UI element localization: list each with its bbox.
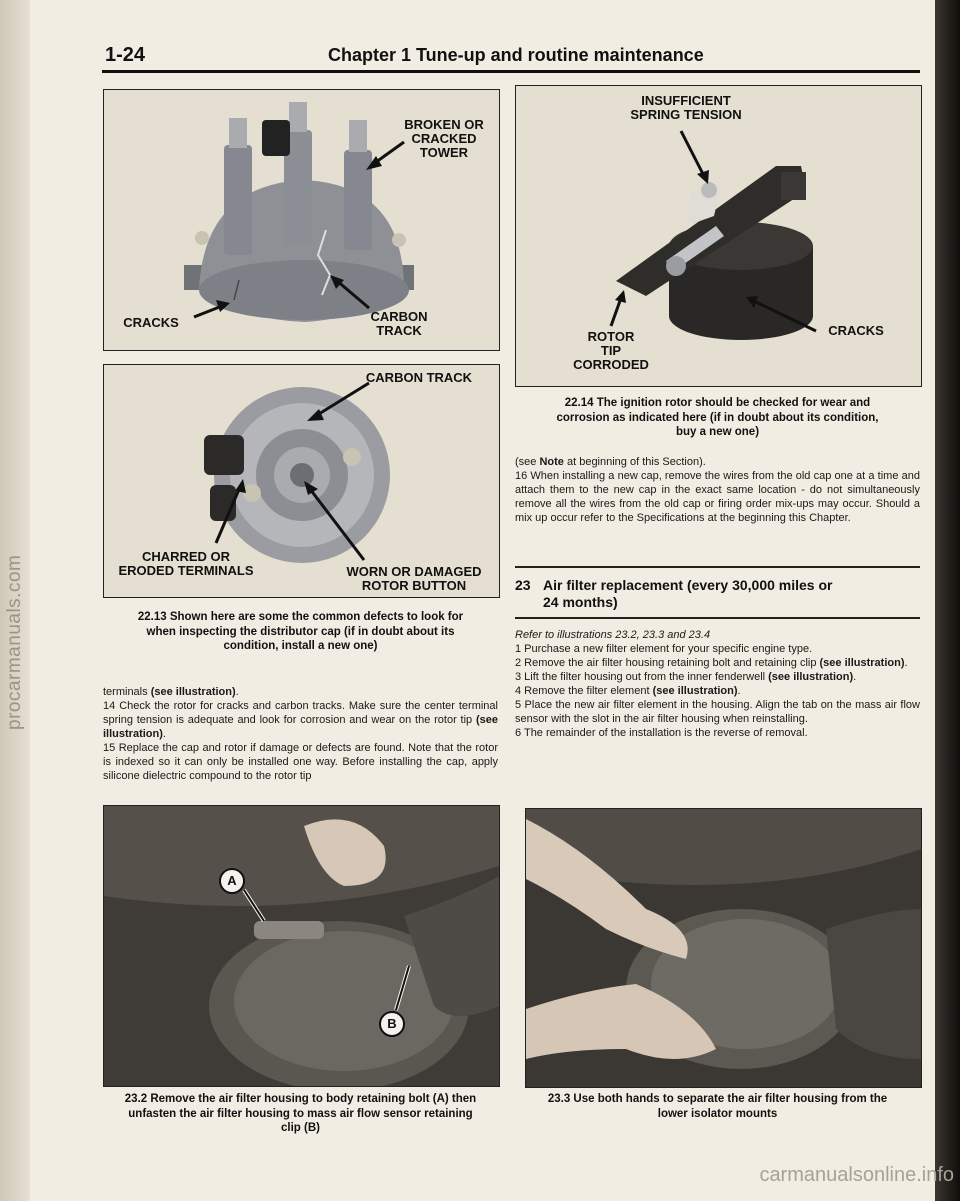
header-rule bbox=[102, 70, 920, 73]
paragraph-note: (see Note at beginning of this Section). bbox=[515, 456, 706, 468]
caption-23-3: 23.3 Use both hands to separate the air filter housing from the lower isolator mounts bbox=[547, 1093, 888, 1120]
step-2: 2 Remove the air filter housing retaining bolt and retaining clip (see illustration). bbox=[515, 657, 908, 669]
paragraph-terminals: terminals (see illustration). bbox=[103, 686, 239, 698]
figure-rotor bbox=[515, 85, 922, 387]
chapter-title: Chapter 1 Tune-up and routine maintenance bbox=[328, 45, 704, 65]
caption-22-13: 22.13 Shown here are some the common defects to look for when inspecting the distributor cap (if in doubt about its condition, install a new one) bbox=[137, 611, 464, 652]
paragraph-15: 15 Replace the cap and rotor if damage or defects are found. Note that the rotor is indexed so it can only be installed one way. Before installing the cap, apply silicone dielectric compound to the rotor tip bbox=[103, 742, 498, 782]
step-4: 4 Remove the filter element (see illustration). bbox=[515, 685, 741, 697]
step-6: 6 The remainder of the installation is the reverse of removal. bbox=[515, 727, 808, 739]
section-23-number: 23 bbox=[515, 577, 531, 593]
label-worn-rotor-button: WORN OR DAMAGED ROTOR BUTTON bbox=[346, 564, 482, 593]
right-body-text bbox=[515, 455, 920, 525]
marker-a: A bbox=[227, 873, 237, 888]
section-23-body bbox=[515, 628, 920, 740]
book-spine-shadow bbox=[935, 0, 960, 1201]
refer-line: Refer to illustrations 23.2, 23.3 and 23.4 bbox=[515, 629, 711, 641]
bottom-watermark: carmanualsonline.info bbox=[759, 1164, 954, 1186]
label-spring-tension: INSUFFICIENT SPRING TENSION bbox=[630, 93, 742, 122]
photo-23-2-drawing bbox=[104, 806, 499, 1086]
paragraph-14: 14 Check the rotor for cracks and carbon tracks. Make sure the center terminal spring tension is adequate and look for corrosion and wear on the rotor tip (see illustration). bbox=[103, 700, 498, 740]
left-watermark: procarmanuals.com bbox=[4, 554, 25, 730]
paragraph-16: 16 When installing a new cap, remove the wires from the old cap one at a time and attach them to the new cap in the exact same location - do not simultaneously remove all the wires from the old cap or firing order mix-ups may occur. Should a mix up occur refer to the Specifications at the beginning this Chapter. bbox=[515, 470, 920, 524]
left-body-text bbox=[103, 685, 498, 783]
figure-distributor-cap bbox=[103, 89, 500, 351]
photo-23-3-drawing bbox=[526, 809, 921, 1087]
step-3: 3 Lift the filter housing out from the inner fenderwell (see illustration). bbox=[515, 671, 857, 683]
label-cracks-cap: CRACKS bbox=[123, 315, 179, 330]
label-rotor-tip: ROTOR TIP CORRODED bbox=[573, 329, 649, 372]
label-charred-terminals: CHARRED OR ERODED TERMINALS bbox=[118, 549, 254, 578]
figure-cap-inside bbox=[103, 364, 500, 598]
label-cracks-rotor: CRACKS bbox=[828, 323, 884, 338]
section-23-title: Air filter replacement (every 30,000 miles or 24 months) bbox=[543, 577, 833, 610]
label-broken-tower: BROKEN OR CRACKED TOWER bbox=[404, 117, 484, 160]
photo-23-3 bbox=[525, 808, 922, 1088]
label-carbon-track: CARBON TRACK bbox=[370, 309, 428, 338]
step-1: 1 Purchase a new filter element for your specific engine type. bbox=[515, 643, 813, 655]
caption-22-14: 22.14 The ignition rotor should be checked for wear and corrosion as indicated here (if in doubt about its condition, buy a new one) bbox=[556, 397, 879, 438]
caption-23-2: 23.2 Remove the air filter housing to body retaining bolt (A) then unfasten the air filter housing to mass air flow sensor retaining clip (B) bbox=[124, 1093, 477, 1134]
section-rule-top bbox=[515, 566, 920, 568]
marker-b: B bbox=[387, 1016, 397, 1031]
section-rule-bottom bbox=[515, 617, 920, 619]
photo-23-2 bbox=[103, 805, 500, 1087]
step-5: 5 Place the new air filter element in the housing. Align the tab on the mass air flow sensor with the slot in the air filter housing when reinstalling. bbox=[515, 699, 920, 725]
label-carbon-track-inside: CARBON TRACK bbox=[365, 370, 473, 385]
page-number: 1-24 bbox=[105, 44, 146, 66]
